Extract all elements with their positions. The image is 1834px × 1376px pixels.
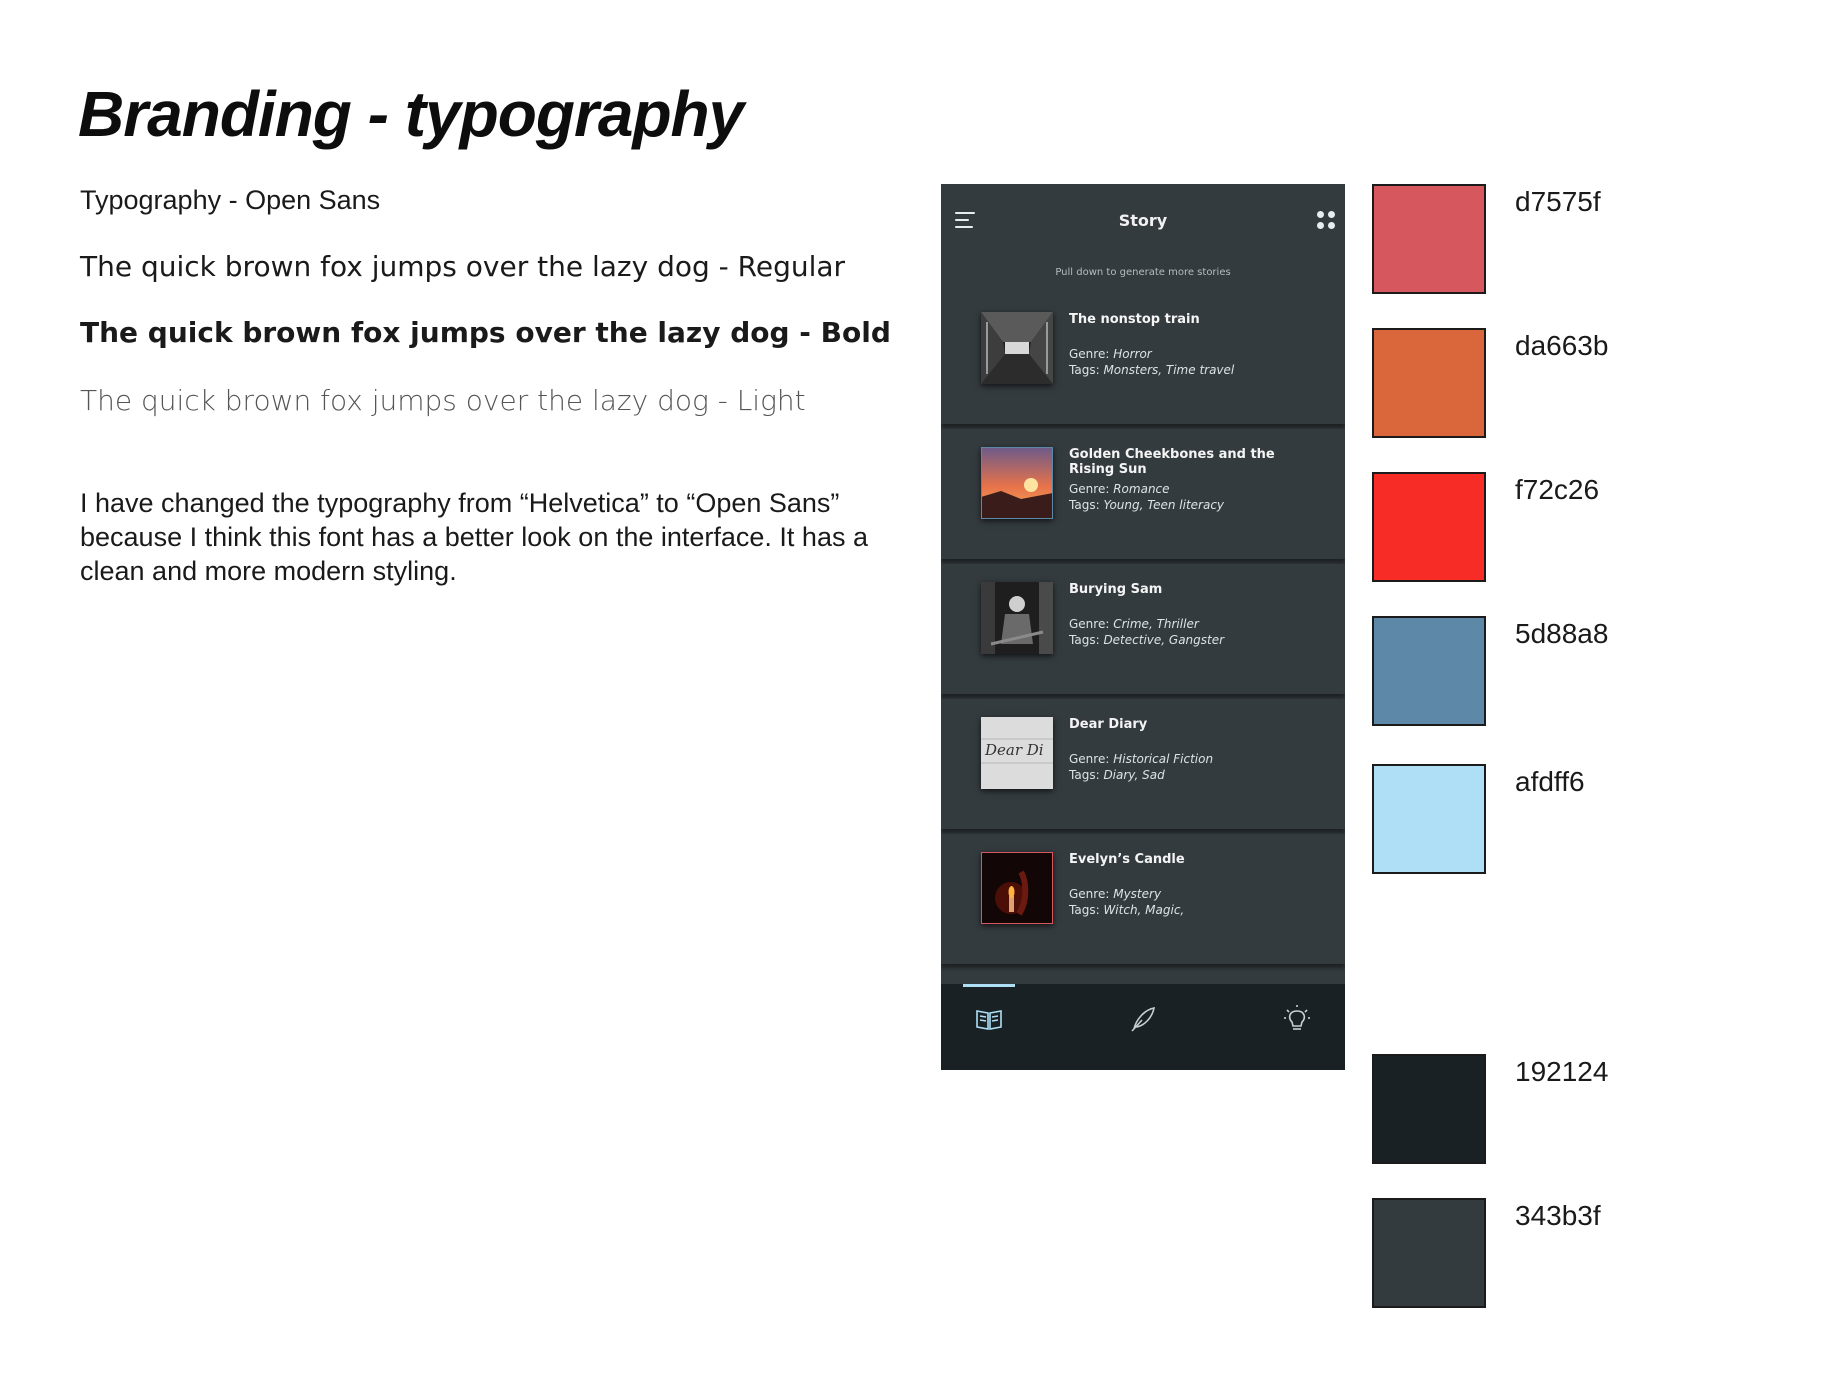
swatch-d7575f [1372,184,1486,294]
sample-regular: The quick brown fox jumps over the lazy dog - Regular [80,250,846,283]
lightbulb-icon[interactable] [1280,1002,1314,1036]
swatch-label: afdff6 [1515,766,1585,797]
swatch-label: d7575f [1515,186,1601,217]
story-title: Evelyn’s Candle [1069,852,1185,867]
story-card[interactable] [941,564,1345,694]
story-title: The nonstop train [1069,312,1200,327]
sample-light: The quick brown fox jumps over the lazy dog - Light [80,384,806,417]
book-icon[interactable] [972,1002,1006,1036]
quill-icon[interactable] [1126,1002,1160,1036]
story-card[interactable] [941,834,1345,964]
app-mockup [941,184,1345,1070]
bottom-tab-bar [941,984,1345,1070]
story-card[interactable] [941,294,1345,424]
svg-text:Dear Di: Dear Di [985,741,1044,759]
story-meta: Genre: Historical Fiction Tags: Diary, Sad [1069,752,1214,782]
swatch-f72c26 [1372,472,1486,582]
typography-rationale: I have changed the typography from “Helvetica” to “Open Sans” because I think this font has a better look on the interface. It has a clean and more modern styling. [80,488,868,586]
font-name-line: Typography - Open Sans [80,185,381,215]
swatch-192124 [1372,1054,1486,1164]
sunset-thumbnail [981,447,1053,519]
story-meta: Genre: Romance Tags: Young, Teen literacy [1069,482,1225,512]
page-title: Branding - typography [78,78,744,150]
story-meta: Genre: Crime, Thriller Tags: Detective, Gangster [1069,617,1225,647]
swatch-5d88a8 [1372,616,1486,726]
swatch-label: 343b3f [1515,1200,1601,1231]
story-title: Burying Sam [1069,582,1163,597]
story-title: Golden Cheekbones and the Rising Sun [1069,447,1275,477]
swatch-343b3f [1372,1198,1486,1308]
sample-bold: The quick brown fox jumps over the lazy dog - Bold [80,316,891,349]
story-card[interactable] [941,429,1345,559]
active-tab-indicator [963,984,1015,987]
swatch-label: f72c26 [1515,474,1600,505]
pull-hint: Pull down to generate more stories [1055,267,1231,278]
crime-thumbnail [981,582,1053,654]
story-meta: Genre: Horror Tags: Monsters, Time travel [1069,347,1235,377]
swatch-da663b [1372,328,1486,438]
story-title: Dear Diary [1069,717,1148,732]
grid-icon[interactable] [1317,211,1335,229]
swatch-label: 192124 [1515,1056,1609,1087]
diary-thumbnail [981,717,1053,789]
story-card[interactable] [941,699,1345,829]
swatch-label: da663b [1515,330,1609,361]
swatch-afdff6 [1372,764,1486,874]
app-bar [941,184,1345,258]
candle-thumbnail [981,852,1053,924]
app-title: Story [1118,211,1168,230]
swatch-label: 5d88a8 [1515,618,1609,649]
train-thumbnail [981,312,1053,384]
story-meta: Genre: Mystery Tags: Witch, Magic, [1069,887,1185,917]
